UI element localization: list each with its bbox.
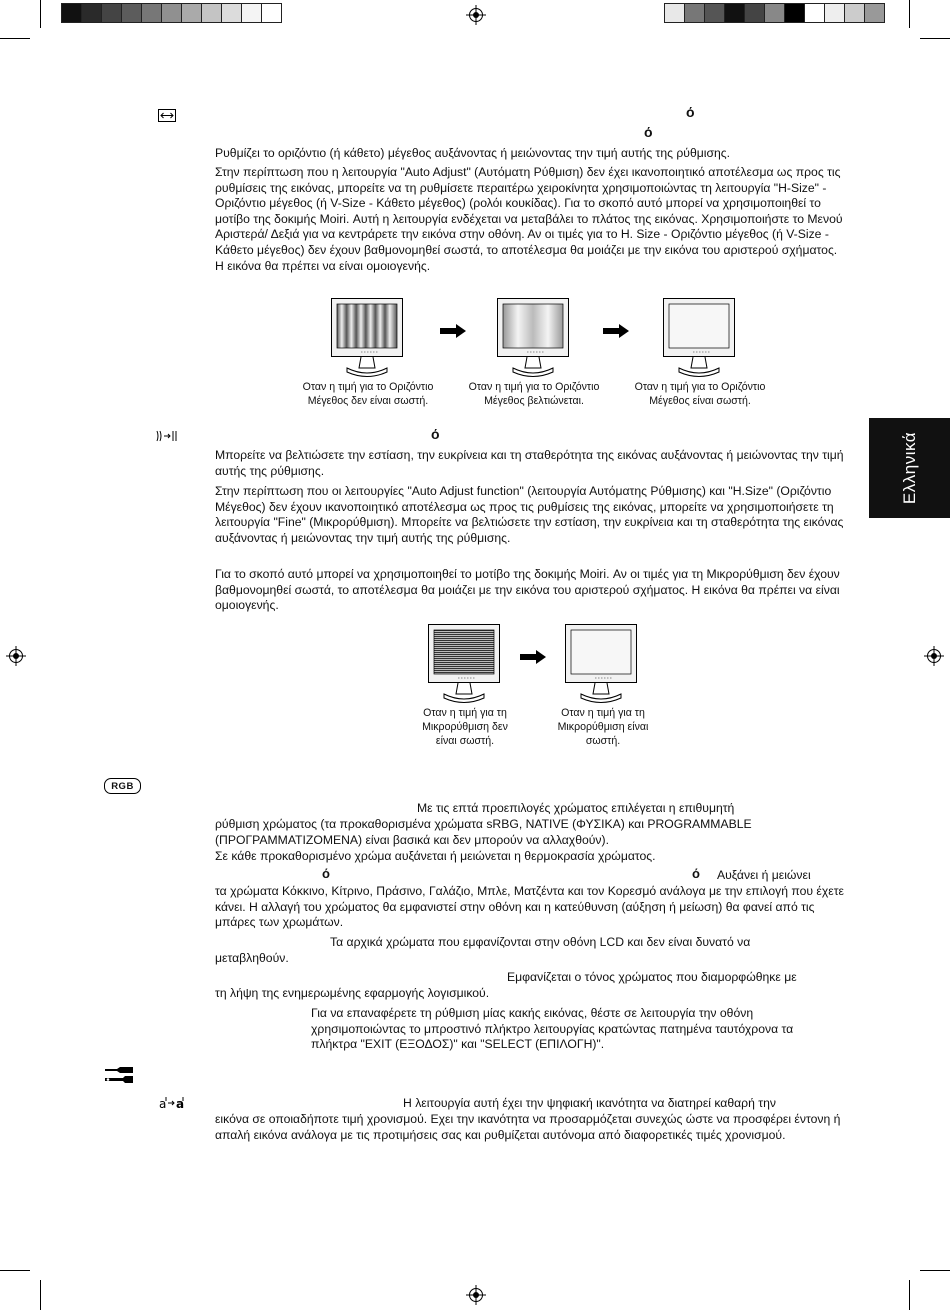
rgb-icon: RGB bbox=[104, 778, 141, 794]
color-paragraph-2-tail: Αυξάνει ή μειώνει bbox=[717, 868, 811, 882]
figure-caption: Οταν η τιμή για το Οριζόντιο Μέγεθος δεν είναι σωστή. bbox=[302, 381, 434, 407]
hsize-paragraph-1: Ρυθμίζει το οριζόντιο (ή κάθετο) μέγεθος αυξάνοντας ή μειώνοντας την τιμή αυτής της ρύθμισης. bbox=[215, 146, 731, 160]
arrow-right-icon bbox=[603, 324, 629, 338]
color-swatch bbox=[62, 4, 82, 22]
arrow-right-icon bbox=[440, 324, 466, 338]
language-tab bbox=[869, 418, 950, 518]
heading-mark: ό bbox=[431, 426, 440, 442]
svg-text:a: a bbox=[159, 1097, 167, 1110]
horizontal-size-arrows-icon bbox=[158, 109, 176, 122]
color-swatch bbox=[825, 4, 845, 22]
color-paragraph-2: τα χρώματα Κόκκινο, Κίτρινο, Πράσινο, Γαλάζιο, Μπλε, Ματζέντα και τον Κορεσμό ανάλογα με την επιλογή που έχετε κάνει. Η αλλαγή του χρώματος θα εμφανιστεί στην οθόνη και η κατεύθυνση (αύξηση ή μείωση) θα φανεί από τις μπάρες των χρωμάτων. bbox=[215, 884, 844, 930]
color-swatch bbox=[805, 4, 825, 22]
left-color-bar bbox=[61, 3, 282, 23]
color-swatch bbox=[82, 4, 102, 22]
tools-icon bbox=[103, 1066, 135, 1086]
monitor-moire-improving-figure bbox=[497, 298, 569, 380]
color-swatch bbox=[665, 4, 685, 22]
figure-caption: Οταν η τιμή για το Οριζόντιο Μέγεθος είναι σωστή. bbox=[634, 381, 766, 407]
figure-caption: Οταν η τιμή για το Οριζόντιο Μέγεθος βελτιώνεται. bbox=[468, 381, 600, 407]
color-swatch bbox=[705, 4, 725, 22]
language-tab-label: Ελληνικά bbox=[899, 431, 919, 505]
heading-mark: ό bbox=[692, 866, 700, 881]
color-swatch bbox=[785, 4, 805, 22]
monitor-correct-figure bbox=[663, 298, 735, 380]
registration-mark-bottom-icon bbox=[466, 1285, 486, 1305]
color-note: Για να επαναφέρετε τη ρύθμιση μίας κακής εικόνας, θέστε σε λειτουργία την οθόνη χρησιμοποιώντας το μπροστινό πλήκτρο λειτουργίας κρατώντας πατημένα ταυτόχρονα τα πλήκτρα "EXIT (ΕΞΟΔΟΣ)" και "SELECT (ΕΠΙΛΟΓΗ)". bbox=[311, 1006, 794, 1052]
registration-mark-top-icon bbox=[466, 5, 486, 25]
color-paragraph-1b: Σε κάθε προκαθορισμένο χρώμα αυξάνεται ή μειώνεται η θερμοκρασία χρώματος. bbox=[215, 849, 656, 863]
color-swatch bbox=[685, 4, 705, 22]
color-swatch bbox=[865, 4, 884, 22]
figure-caption: Οταν η τιμή για τη Μικρορύθμιση δεν είναι σωστή. bbox=[422, 707, 508, 747]
color-swatch bbox=[845, 4, 865, 22]
arrow-right-icon bbox=[520, 650, 546, 664]
figure-caption: Οταν η τιμή για τη Μικρορύθμιση είναι σωστή. bbox=[557, 707, 649, 747]
color-paragraph-3-tail: Τα αρχικά χρώματα που εμφανίζονται στην οθόνη LCD και δεν είναι δυνατό να bbox=[330, 935, 751, 949]
crop-mark bbox=[0, 1270, 30, 1271]
color-paragraph-3: μεταβληθούν. bbox=[215, 951, 289, 965]
color-paragraph-1-tail: Με τις επτά προεπιλογές χρώματος επιλέγεται η επιθυμητή bbox=[417, 801, 735, 815]
crop-mark bbox=[40, 1280, 41, 1310]
monitor-fine-bad-figure bbox=[428, 624, 500, 706]
registration-mark-right-icon bbox=[924, 646, 944, 666]
color-swatch bbox=[182, 4, 202, 22]
color-swatch bbox=[142, 4, 162, 22]
color-swatch bbox=[745, 4, 765, 22]
fine-paragraph-2: Στην περίπτωση που οι λειτουργίες "Auto Adjust function" (λειτουργία Αυτόματης Ρύθμισης) και "H.Size" (Οριζόντιο Μέγεθος) δεν έχουν ικανοποιητικό αποτέλεσμα ως προς τις ρυθμίσεις της εικόνας, μπορείτε να χρησιμοποιήσετε τη λειτουργία "Fine" (Μικρορύθμιση). Μπορείτε να βελτιώσετε την εστίαση, την ευκρίνεια και τη σταθερότητα της εικόνας αυξάνοντας ή μειώνοντας την τιμή αυτής της ρύθμισης. bbox=[215, 484, 844, 545]
svg-text:a: a bbox=[176, 1097, 185, 1110]
color-swatch bbox=[222, 4, 242, 22]
color-swatch bbox=[162, 4, 182, 22]
right-color-bar bbox=[664, 3, 885, 23]
color-swatch bbox=[262, 4, 281, 22]
tools-paragraph-1: εικόνα σε οποιαδήποτε τιμή χρονισμού. Εχει την ικανότητα να προσαρμόζεται συνεχώς ώστε να προσφέρει έντονη ή απαλή εικόνα ανάλογα με τις προτιμήσεις σας και ρυθμίζεται αυτόνομα από διαφορετικές τιμές χρονισμού. bbox=[215, 1112, 841, 1142]
color-swatch bbox=[242, 4, 262, 22]
fine-paragraph-3: Για το σκοπό αυτό μπορεί να χρησιμοποιηθεί το μοτίβο της δοκιμής Moiri. Αν οι τιμές για τη Μικρορύθμιση δεν έχουν βαθμονομηθεί σωστά, το αποτέλεσμα θα μοιάζει με την εικόνα του αριστερού σχήματος. Η εικόνα θα πρέπει να είναι ομοιογενής. bbox=[215, 567, 840, 613]
crop-mark bbox=[0, 38, 30, 39]
crop-mark bbox=[909, 0, 910, 28]
tools-paragraph-1-tail: Η λειτουργία αυτή έχει την ψηφιακή ικανότητα να διατηρεί καθαρή την bbox=[403, 1096, 776, 1110]
registration-mark-left-icon bbox=[6, 646, 26, 666]
sharpness-icon bbox=[159, 1096, 187, 1110]
heading-mark: ό bbox=[644, 124, 653, 140]
color-paragraph-4: τη λήψη της ενημερωμένης εφαρμογής λογισμικού. bbox=[215, 986, 490, 1000]
hsize-paragraph-2: Στην περίπτωση που η λειτουργία "Auto Adjust" (Αυτόματη Ρύθμιση) δεν έχει ικανοποιητικό αποτέλεσμα ως προς τις ρυθμίσεις της εικόνας, μπορείτε να τη ρυθμίσετε περαιτέρω χειροκίνητα χρησιμοποιώντας τη λειτουργία "H-Size" - Οριζόντιο μέγεθος (ή V-Size - Κάθετο μέγεθος) (ρολόι κουκίδας). Για το σκοπό αυτό μπορεί να χρησιμοποιηθεί το μοτίβο της δοκιμής Moiri. Αυτή η λειτουργία ενδέχεται να μεταβάλει το πλάτος της εικόνας. Χρησιμοποιήστε το Μενού Αριστερά/ Δεξιά για να κεντράρετε την εικόνα στην οθόνη. Αν οι τιμές για το H. Size - Οριζόντιο μέγεθος (ή V-Size - Κάθετο μέγεθος) δεν έχουν βαθμονομηθεί σωστά, το αποτέλεσμα θα μοιάζει με την εικόνα του αριστερού σχήματος. Η εικόνα θα πρέπει να είναι ομοιογενής. bbox=[215, 165, 843, 273]
crop-mark bbox=[920, 38, 950, 39]
crop-mark bbox=[909, 1280, 910, 1310]
monitor-moire-bad-figure bbox=[331, 298, 403, 380]
color-swatch bbox=[725, 4, 745, 22]
color-paragraph-4-tail: Εμφανίζεται ο τόνος χρώματος που διαμορφώθηκε με bbox=[507, 970, 797, 984]
crop-mark bbox=[40, 0, 41, 28]
color-swatch bbox=[122, 4, 142, 22]
heading-mark: ό bbox=[322, 866, 330, 881]
color-swatch bbox=[765, 4, 785, 22]
fine-adjust-icon bbox=[156, 430, 178, 442]
heading-mark: ό bbox=[686, 104, 695, 120]
color-swatch bbox=[102, 4, 122, 22]
crop-mark bbox=[920, 1270, 950, 1271]
fine-paragraph-1: Μπορείτε να βελτιώσετε την εστίαση, την ευκρίνεια και τη σταθερότητα της εικόνας αυξάνοντας ή μειώνοντας την τιμή αυτής της ρύθμισης. bbox=[215, 448, 844, 478]
color-paragraph-1: ρύθμιση χρώματος (τα προκαθορισμένα χρώματα sRBG, NATIVE (ΦΥΣΙΚΑ) και PROGRAMMABLE (ΠΡΟΓΡΑΜΜΑΤΙΖΟΜΕΝΑ) είναι βασικά και δεν μπορούν να αλλαχθούν). bbox=[215, 817, 752, 847]
color-swatch bbox=[202, 4, 222, 22]
monitor-fine-correct-figure bbox=[565, 624, 637, 706]
